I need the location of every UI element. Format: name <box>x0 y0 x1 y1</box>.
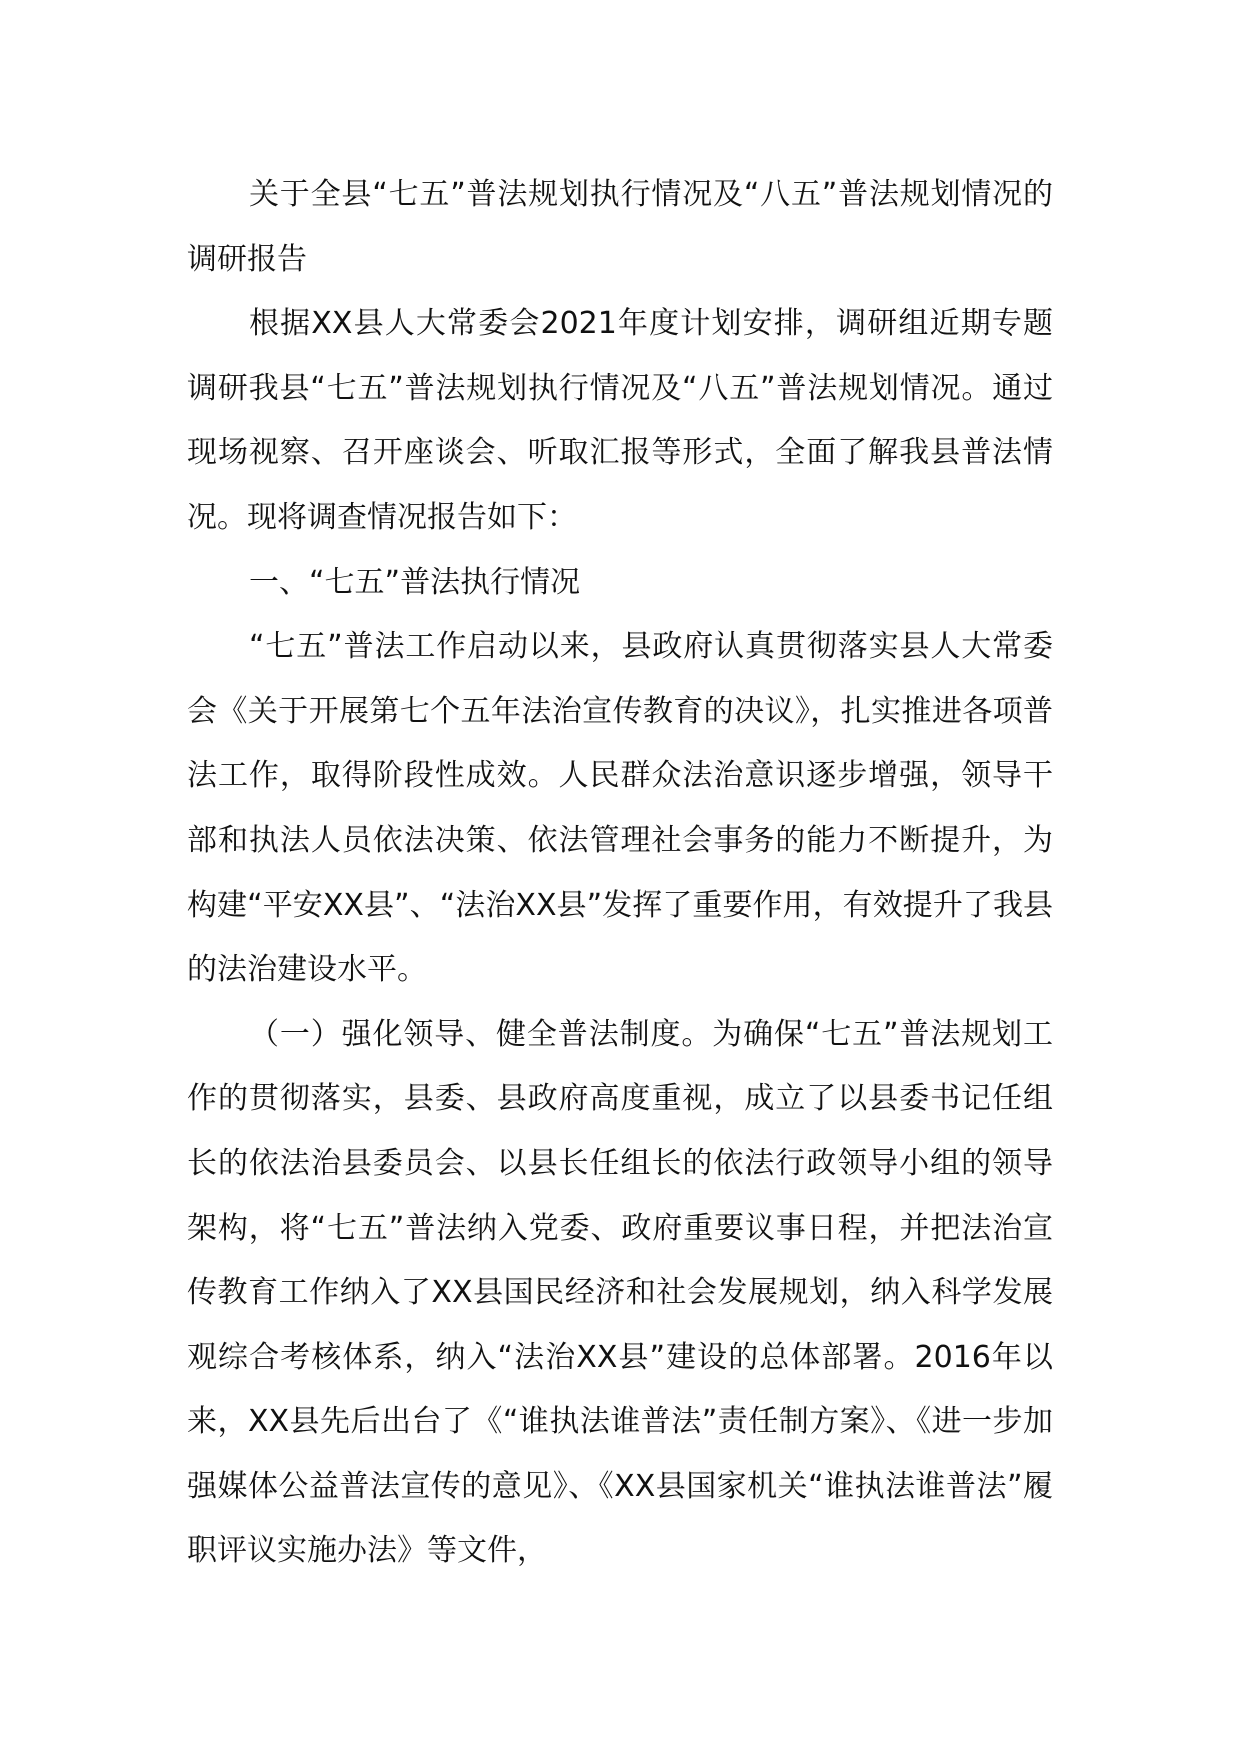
document-body <box>187 163 1053 1584</box>
document-title: 关于全县“七五”普法规划执行情况及“八五”普法规划情况的调研报告 <box>187 177 1053 277</box>
body-paragraph: （一）强化领导、健全普法制度。为确保“七五”普法规划工作的贯彻落实，县委、县政府高度重视，成立了以县委书记任组长的依法治县委员会、以县长任组长的依法行政领导小组的领导架构，将“七五”普法纳入党委、政府重要议事日程，并把法治宣传教育工作纳入了XX县国民经济和社会发展规划，纳入科学发展观综合考核体系，纳入“法治XX县”建设的总体部署。2016年以来，XX县先后出台了《“谁执法谁普法”责任制方案》、《进一步加强媒体公益普法宣传的意见》、《XX县国家机关“谁执法谁普法”履职评议实施办法》等文件， <box>187 1016 1053 1569</box>
body-paragraph: “七五”普法工作启动以来，县政府认真贯彻落实县人大常委会《关于开展第七个五年法治宣传教育的决议》，扎实推进各项普法工作，取得阶段性成效。人民群众法治意识逐步增强，领导干部和执法人员依法决策、依法管理社会事务的能力不断提升，为构建“平安XX县”、“法治XX县”发挥了重要作用，有效提升了我县的法治建设水平。 <box>187 629 1053 988</box>
intro-paragraph: 根据XX县人大常委会2021年度计划安排，调研组近期专题调研我县“七五”普法规划执行情况及“八五”普法规划情况。通过现场视察、召开座谈会、听取汇报等形式，全面了解我县普法情况。现将调查情况报告如下： <box>187 306 1053 535</box>
section-heading: 一、“七五”普法执行情况 <box>249 564 581 600</box>
